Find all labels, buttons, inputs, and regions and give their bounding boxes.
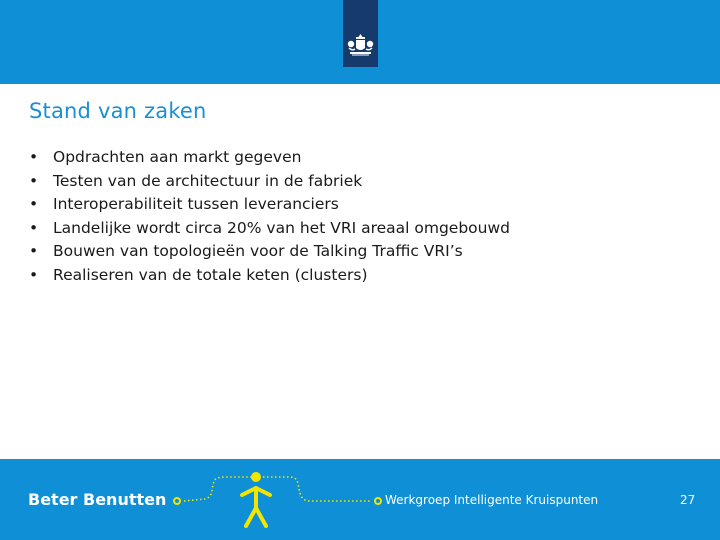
list-item [29, 264, 510, 288]
bullet-marker: • [29, 195, 39, 213]
list-item [29, 217, 510, 241]
list-item [29, 193, 510, 217]
bullet-marker: • [29, 242, 39, 260]
bullet-text: Bouwen van topologieën voor de Talking Traffic VRI’s [53, 242, 463, 260]
bullet-list [29, 146, 510, 287]
crest-emblem-icon [346, 32, 375, 58]
list-item [29, 240, 510, 264]
bullet-marker: • [29, 148, 39, 166]
bullet-text: Realiseren van de totale keten (clusters) [53, 265, 368, 284]
list-item [29, 170, 510, 194]
brand-logo-text: Beter Benutten [28, 490, 167, 509]
bullet-marker: • [29, 171, 39, 190]
bullet-text: Opdrachten aan markt gegeven [53, 148, 302, 166]
page-number: 27 [680, 493, 696, 507]
bullet-text: Testen van de architectuur in de fabriek [53, 171, 363, 190]
bullet-text: Interoperabiliteit tussen leveranciers [53, 195, 339, 213]
bullet-text: Landelijke wordt circa 20% van het VRI areaal omgebouwd [53, 218, 511, 237]
government-crest [343, 0, 378, 67]
workgroup-label: Werkgroep Intelligente Kruispunten [385, 493, 599, 507]
header-bar [0, 0, 720, 84]
bullet-marker: • [29, 218, 39, 237]
bullet-marker: • [29, 265, 39, 284]
list-item [29, 146, 510, 170]
slide-title: Stand van zaken [29, 99, 207, 123]
footer-bar [0, 459, 720, 540]
